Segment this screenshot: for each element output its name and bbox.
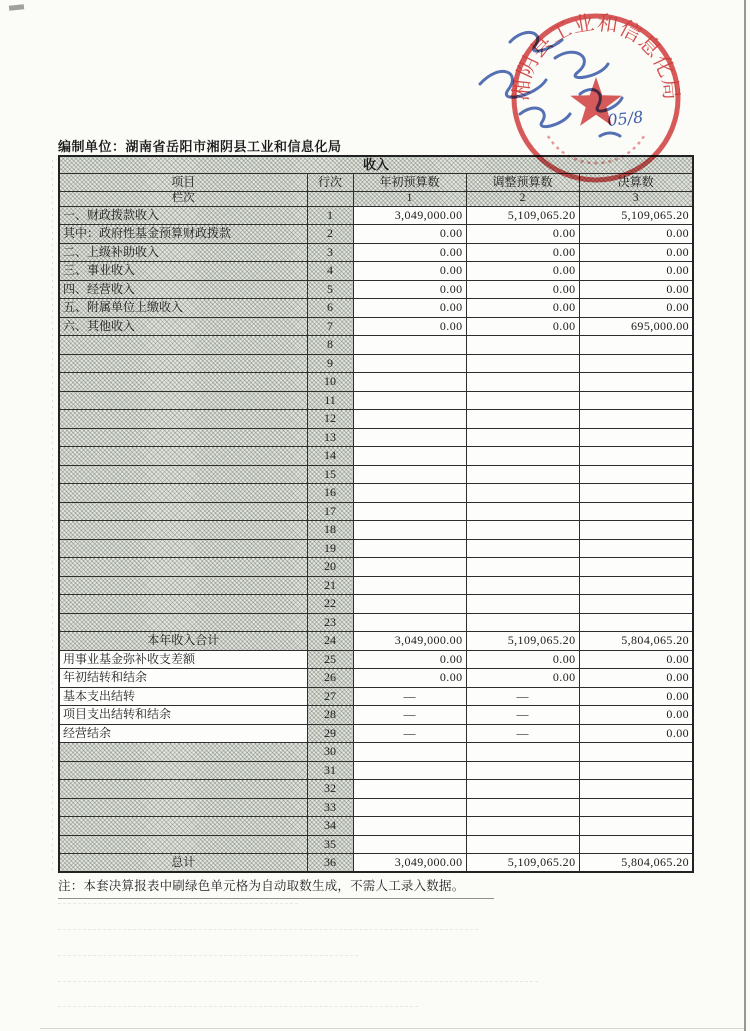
item-cell: 经营结余 — [59, 724, 307, 743]
table-row — [59, 576, 693, 595]
item-cell: 三、事业收入 — [59, 262, 307, 281]
value-cell — [579, 817, 693, 836]
value-cell — [466, 761, 579, 780]
value-cell — [579, 539, 693, 558]
value-cell: 0.00 — [353, 669, 466, 688]
income-table-body — [59, 156, 693, 872]
item-cell — [59, 558, 307, 577]
line-number-cell: 33 — [307, 798, 353, 817]
value-cell: 5,109,065.20 — [466, 854, 579, 873]
item-cell — [59, 817, 307, 836]
value-cell: 0.00 — [579, 299, 693, 318]
value-cell — [579, 613, 693, 632]
table-row — [59, 428, 693, 447]
item-cell: 二、上级补助收入 — [59, 243, 307, 262]
table-row — [59, 373, 693, 392]
column-index-blank — [307, 191, 353, 206]
value-cell: 0.00 — [579, 706, 693, 725]
compiling-unit-label: 编制单位：湖南省岳阳市湘阴县工业和信息化局 — [58, 139, 342, 154]
value-cell — [466, 336, 579, 355]
value-cell — [353, 798, 466, 817]
table-row — [59, 299, 693, 318]
value-cell — [579, 465, 693, 484]
value-cell — [579, 743, 693, 762]
item-cell — [59, 373, 307, 392]
value-cell — [579, 521, 693, 540]
line-number-cell: 28 — [307, 706, 353, 725]
value-cell — [579, 835, 693, 854]
item-cell — [59, 447, 307, 466]
line-number-cell: 19 — [307, 539, 353, 558]
item-cell — [59, 336, 307, 355]
value-cell — [353, 576, 466, 595]
item-cell — [59, 410, 307, 429]
table-row — [59, 354, 693, 373]
scan-artifact — [58, 903, 298, 904]
column-index-2: 2 — [466, 191, 579, 206]
line-number-cell: 1 — [307, 206, 353, 225]
value-cell — [353, 484, 466, 503]
table-row — [59, 502, 693, 521]
value-cell: — — [353, 687, 466, 706]
line-number-cell: 30 — [307, 743, 353, 762]
value-cell: 5,804,065.20 — [579, 632, 693, 651]
item-cell — [59, 539, 307, 558]
value-cell — [353, 595, 466, 614]
footnote-block — [58, 876, 494, 899]
line-number-cell: 25 — [307, 650, 353, 669]
col-header-final-accounts: 决算数 — [579, 173, 693, 191]
table-row — [59, 539, 693, 558]
item-cell: 本年收入合计 — [59, 632, 307, 651]
item-cell — [59, 428, 307, 447]
value-cell — [353, 539, 466, 558]
stamp-ring-text: 湘阴县工业和信息化局 — [508, 10, 684, 102]
table-row — [59, 854, 693, 873]
col-header-line-no: 行次 — [307, 173, 353, 191]
value-cell: 0.00 — [579, 225, 693, 244]
value-cell — [353, 336, 466, 355]
table-row — [59, 669, 693, 688]
value-cell — [579, 558, 693, 577]
line-number-cell: 11 — [307, 391, 353, 410]
value-cell: 0.00 — [353, 280, 466, 299]
line-number-cell: 23 — [307, 613, 353, 632]
value-cell: — — [466, 706, 579, 725]
table-row — [59, 632, 693, 651]
item-cell — [59, 835, 307, 854]
value-cell — [353, 817, 466, 836]
value-cell: 0.00 — [466, 317, 579, 336]
value-cell: 0.00 — [353, 243, 466, 262]
value-cell — [353, 447, 466, 466]
table-row — [59, 484, 693, 503]
line-number-cell: 17 — [307, 502, 353, 521]
table-row — [59, 447, 693, 466]
table-row — [59, 650, 693, 669]
income-table — [58, 155, 694, 873]
column-index-row — [59, 191, 693, 206]
value-cell: 0.00 — [353, 650, 466, 669]
item-cell — [59, 780, 307, 799]
value-cell — [466, 798, 579, 817]
item-cell — [59, 354, 307, 373]
table-row — [59, 761, 693, 780]
value-cell: 0.00 — [579, 724, 693, 743]
value-cell — [353, 428, 466, 447]
value-cell: 5,109,065.20 — [466, 206, 579, 225]
table-row — [59, 317, 693, 336]
value-cell — [579, 484, 693, 503]
table-row — [59, 595, 693, 614]
column-index-3: 3 — [579, 191, 693, 206]
item-cell: 五、附属单位上缴收入 — [59, 299, 307, 318]
handwritten-signature — [450, 14, 700, 154]
table-row — [59, 558, 693, 577]
value-cell — [579, 576, 693, 595]
table-row — [59, 391, 693, 410]
value-cell — [466, 558, 579, 577]
value-cell: 3,049,000.00 — [353, 206, 466, 225]
table-row — [59, 706, 693, 725]
column-index-label: 栏次 — [59, 191, 307, 206]
line-number-cell: 12 — [307, 410, 353, 429]
value-cell: 0.00 — [466, 243, 579, 262]
table-row — [59, 743, 693, 762]
value-cell — [353, 558, 466, 577]
ink-stroke — [480, 71, 546, 97]
value-cell: 0.00 — [466, 669, 579, 688]
line-number-cell: 22 — [307, 595, 353, 614]
line-number-cell: 16 — [307, 484, 353, 503]
item-cell — [59, 743, 307, 762]
table-title: 收入 — [59, 156, 693, 173]
value-cell: — — [466, 724, 579, 743]
table-row — [59, 225, 693, 244]
value-cell: 0.00 — [353, 262, 466, 281]
value-cell: 3,049,000.00 — [353, 854, 466, 873]
value-cell — [579, 761, 693, 780]
value-cell — [466, 428, 579, 447]
value-cell: 0.00 — [466, 262, 579, 281]
value-cell — [466, 539, 579, 558]
handwritten-date: 05/8 — [606, 107, 645, 130]
line-number-cell: 9 — [307, 354, 353, 373]
table-row — [59, 613, 693, 632]
line-number-cell: 8 — [307, 336, 353, 355]
table-row — [59, 262, 693, 281]
line-number-cell: 31 — [307, 761, 353, 780]
value-cell — [466, 817, 579, 836]
value-cell — [466, 484, 579, 503]
value-cell — [466, 780, 579, 799]
col-header-item: 项目 — [59, 173, 307, 191]
value-cell — [466, 447, 579, 466]
value-cell — [353, 761, 466, 780]
line-number-cell: 27 — [307, 687, 353, 706]
table-row — [59, 465, 693, 484]
value-cell: 0.00 — [579, 280, 693, 299]
value-cell: 0.00 — [353, 225, 466, 244]
value-cell — [466, 576, 579, 595]
value-cell — [466, 373, 579, 392]
line-number-cell: 10 — [307, 373, 353, 392]
table-row — [59, 521, 693, 540]
value-cell — [353, 465, 466, 484]
value-cell — [353, 521, 466, 540]
scan-artifact — [58, 955, 358, 956]
table-row — [59, 243, 693, 262]
line-number-cell: 14 — [307, 447, 353, 466]
value-cell — [466, 521, 579, 540]
scan-artifact — [58, 1006, 418, 1007]
ink-stroke — [510, 32, 562, 51]
line-number-cell: 13 — [307, 428, 353, 447]
item-cell: 其中：政府性基金预算财政拨款 — [59, 225, 307, 244]
scan-artifact — [58, 981, 538, 982]
value-cell — [353, 780, 466, 799]
line-number-cell: 26 — [307, 669, 353, 688]
line-number-cell: 34 — [307, 817, 353, 836]
scan-edge — [40, 1028, 744, 1029]
line-number-cell: 18 — [307, 521, 353, 540]
scan-artifact — [58, 929, 478, 930]
table-row — [59, 336, 693, 355]
value-cell: 0.00 — [466, 650, 579, 669]
value-cell — [579, 391, 693, 410]
value-cell: 0.00 — [353, 317, 466, 336]
value-cell — [353, 613, 466, 632]
line-number-cell: 5 — [307, 280, 353, 299]
line-number-cell: 6 — [307, 299, 353, 318]
value-cell: 5,109,065.20 — [579, 206, 693, 225]
value-cell: 0.00 — [579, 687, 693, 706]
value-cell — [466, 410, 579, 429]
value-cell: 5,109,065.20 — [466, 632, 579, 651]
value-cell: 0.00 — [466, 299, 579, 318]
value-cell — [579, 447, 693, 466]
table-row — [59, 817, 693, 836]
col-header-adjusted-budget: 调整预算数 — [466, 173, 579, 191]
line-number-cell: 20 — [307, 558, 353, 577]
item-cell — [59, 391, 307, 410]
item-cell: 用事业基金弥补收支差额 — [59, 650, 307, 669]
column-index-1: 1 — [353, 191, 466, 206]
line-number-cell: 29 — [307, 724, 353, 743]
item-cell — [59, 576, 307, 595]
table-row — [59, 206, 693, 225]
value-cell — [466, 595, 579, 614]
table-row — [59, 280, 693, 299]
table-row — [59, 835, 693, 854]
item-cell — [59, 465, 307, 484]
value-cell: 5,804,065.20 — [579, 854, 693, 873]
line-number-cell: 7 — [307, 317, 353, 336]
value-cell — [579, 780, 693, 799]
table-row — [59, 780, 693, 799]
value-cell — [466, 502, 579, 521]
value-cell — [353, 373, 466, 392]
value-cell: — — [353, 724, 466, 743]
scan-artifact — [52, 160, 53, 870]
value-cell: — — [353, 706, 466, 725]
item-cell: 四、经营收入 — [59, 280, 307, 299]
value-cell — [579, 428, 693, 447]
value-cell: 0.00 — [466, 280, 579, 299]
item-cell — [59, 613, 307, 632]
item-cell: 年初结转和结余 — [59, 669, 307, 688]
table-row — [59, 410, 693, 429]
ink-stroke — [580, 90, 622, 112]
item-cell — [59, 761, 307, 780]
value-cell — [579, 410, 693, 429]
footnote: 注：本套决算报表中刷绿色单元格为自动取数生成，不需人工录入数据。 — [58, 879, 465, 893]
table-row — [59, 687, 693, 706]
value-cell — [353, 410, 466, 429]
line-number-cell: 21 — [307, 576, 353, 595]
value-cell — [353, 835, 466, 854]
value-cell — [579, 354, 693, 373]
scan-artifact — [9, 4, 24, 11]
ink-stroke — [600, 133, 620, 136]
item-cell — [59, 484, 307, 503]
line-number-cell: 3 — [307, 243, 353, 262]
value-cell — [353, 391, 466, 410]
value-cell — [466, 354, 579, 373]
value-cell — [466, 391, 579, 410]
item-cell: 总计 — [59, 854, 307, 873]
col-header-initial-budget: 年初预算数 — [353, 173, 466, 191]
value-cell: 0.00 — [579, 243, 693, 262]
value-cell: 3,049,000.00 — [353, 632, 466, 651]
scan-edge — [744, 0, 746, 1031]
item-cell — [59, 521, 307, 540]
item-cell — [59, 595, 307, 614]
value-cell — [353, 502, 466, 521]
line-number-cell: 32 — [307, 780, 353, 799]
value-cell: 0.00 — [579, 669, 693, 688]
value-cell: 0.00 — [466, 225, 579, 244]
item-cell: 基本支出结转 — [59, 687, 307, 706]
value-cell: 695,000.00 — [579, 317, 693, 336]
value-cell: 0.00 — [579, 262, 693, 281]
value-cell — [353, 354, 466, 373]
item-cell: 六、其他收入 — [59, 317, 307, 336]
value-cell — [466, 835, 579, 854]
line-number-cell: 35 — [307, 835, 353, 854]
ink-stroke — [555, 52, 608, 77]
line-number-cell: 4 — [307, 262, 353, 281]
value-cell — [579, 502, 693, 521]
line-number-cell: 36 — [307, 854, 353, 873]
value-cell — [466, 743, 579, 762]
value-cell — [466, 613, 579, 632]
item-cell — [59, 502, 307, 521]
value-cell — [353, 743, 466, 762]
value-cell — [579, 595, 693, 614]
table-row — [59, 724, 693, 743]
value-cell — [466, 465, 579, 484]
value-cell — [579, 798, 693, 817]
value-cell — [579, 373, 693, 392]
item-cell — [59, 798, 307, 817]
table-row — [59, 798, 693, 817]
line-number-cell: 24 — [307, 632, 353, 651]
value-cell: 0.00 — [579, 650, 693, 669]
value-cell — [579, 336, 693, 355]
item-cell: 项目支出结转和结余 — [59, 706, 307, 725]
ink-stroke — [520, 108, 570, 127]
item-cell: 一、财政拨款收入 — [59, 206, 307, 225]
line-number-cell: 2 — [307, 225, 353, 244]
value-cell: 0.00 — [353, 299, 466, 318]
value-cell: — — [466, 687, 579, 706]
line-number-cell: 15 — [307, 465, 353, 484]
